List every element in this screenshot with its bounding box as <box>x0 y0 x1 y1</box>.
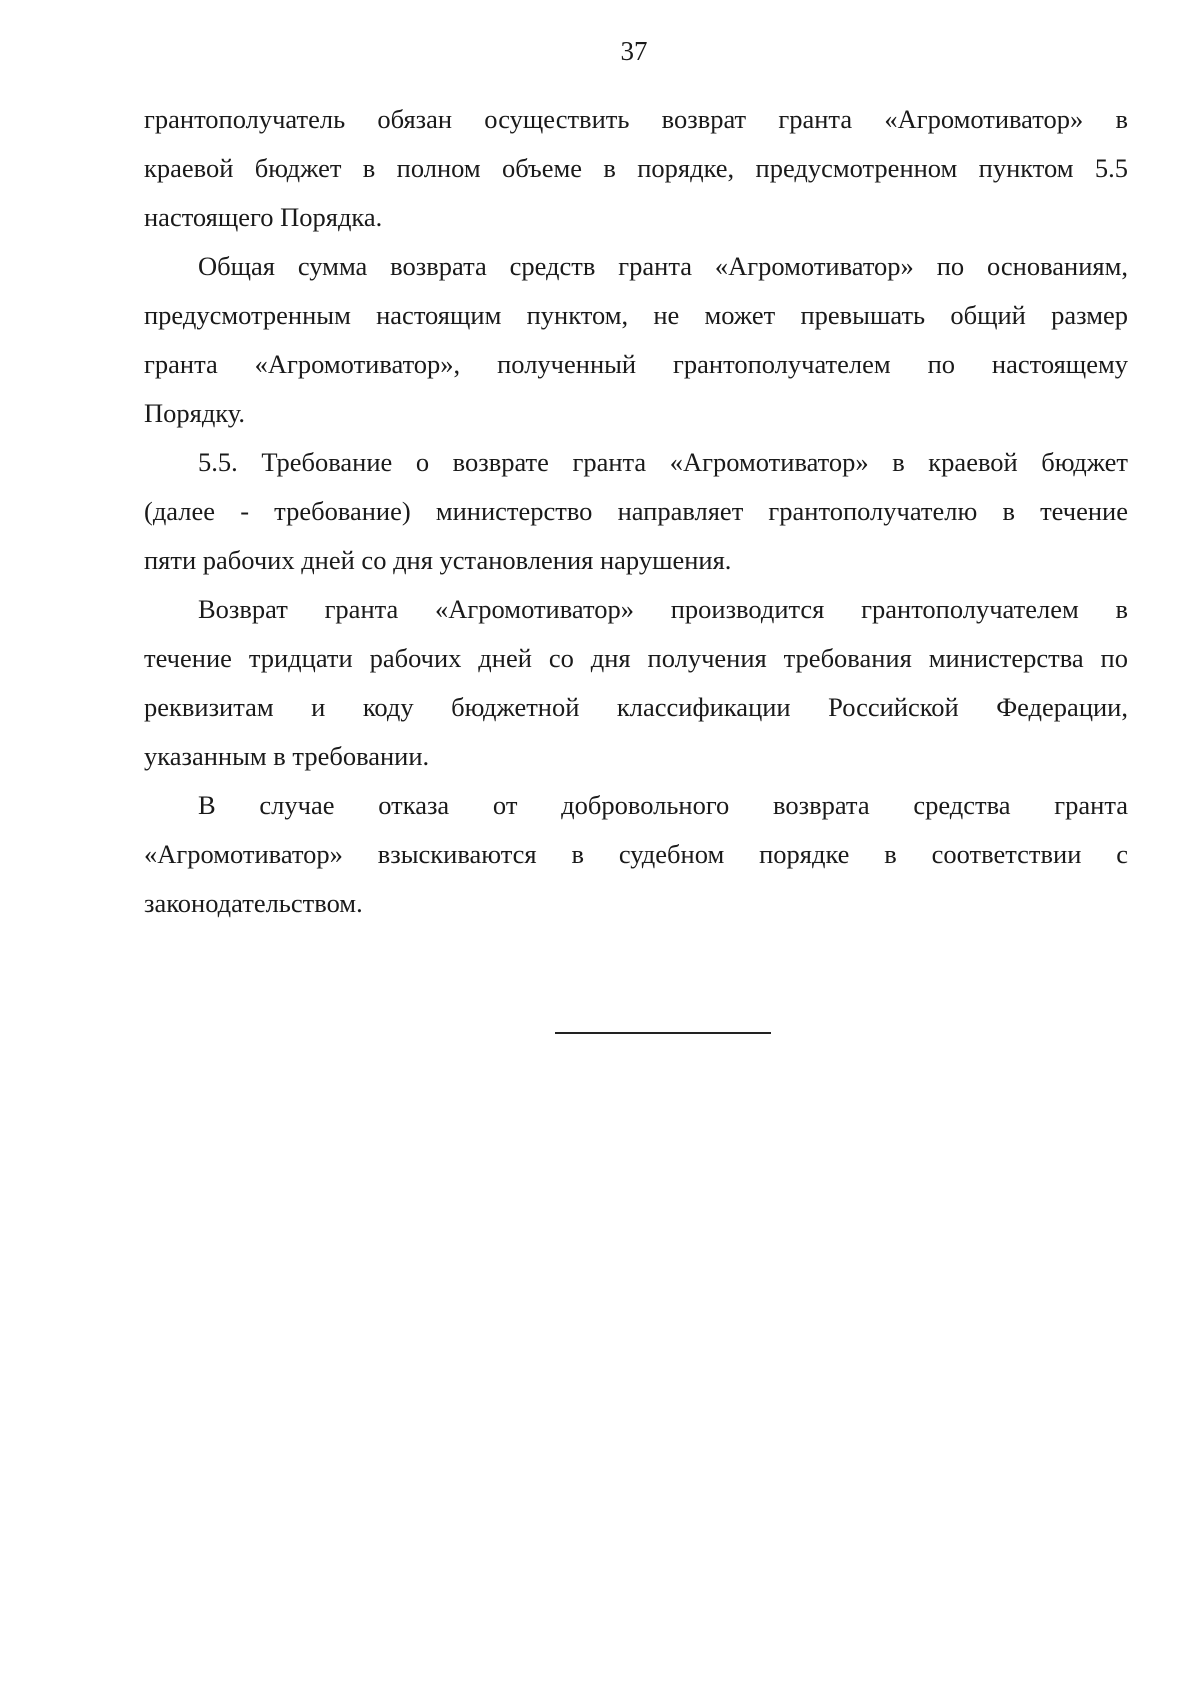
document-body <box>144 95 1128 928</box>
body-line: настоящего Порядка. <box>144 202 383 232</box>
body-line: Возврат гранта «Агромотиватор» производится грантополучателем в <box>198 594 1128 624</box>
body-line: пяти рабочих дней со дня установления нарушения. <box>144 545 732 575</box>
body-line: законодательством. <box>144 888 363 918</box>
body-line: Общая сумма возврата средств гранта «Агромотиватор» по основаниям, <box>198 251 1128 281</box>
body-line: реквизитам и коду бюджетной классификации Российской Федерации, <box>144 692 1128 722</box>
body-line: течение тридцати рабочих дней со дня получения требования министерства по <box>144 643 1128 673</box>
body-line: «Агромотиватор» взыскиваются в судебном порядке в соответствии с <box>144 839 1128 869</box>
body-line: 5.5. Требование о возврате гранта «Агромотиватор» в краевой бюджет <box>198 447 1128 477</box>
page-number: 37 <box>620 36 648 66</box>
body-line: грантополучатель обязан осуществить возврат гранта «Агромотиватор» в <box>144 104 1128 134</box>
body-line: указанным в требовании. <box>144 741 430 771</box>
body-line: (далее - требование) министерство направляет грантополучателю в течение <box>144 496 1128 526</box>
body-line: предусмотренным настоящим пунктом, не может превышать общий размер <box>144 300 1128 330</box>
body-line: краевой бюджет в полном объеме в порядке, предусмотренном пунктом 5.5 <box>144 153 1128 183</box>
body-line: В случае отказа от добровольного возврата средства гранта <box>198 790 1128 820</box>
end-of-document-rule <box>555 1032 771 1034</box>
body-line: Порядку. <box>144 398 246 428</box>
body-line: гранта «Агромотиватор», полученный грантополучателем по настоящему <box>144 349 1128 379</box>
